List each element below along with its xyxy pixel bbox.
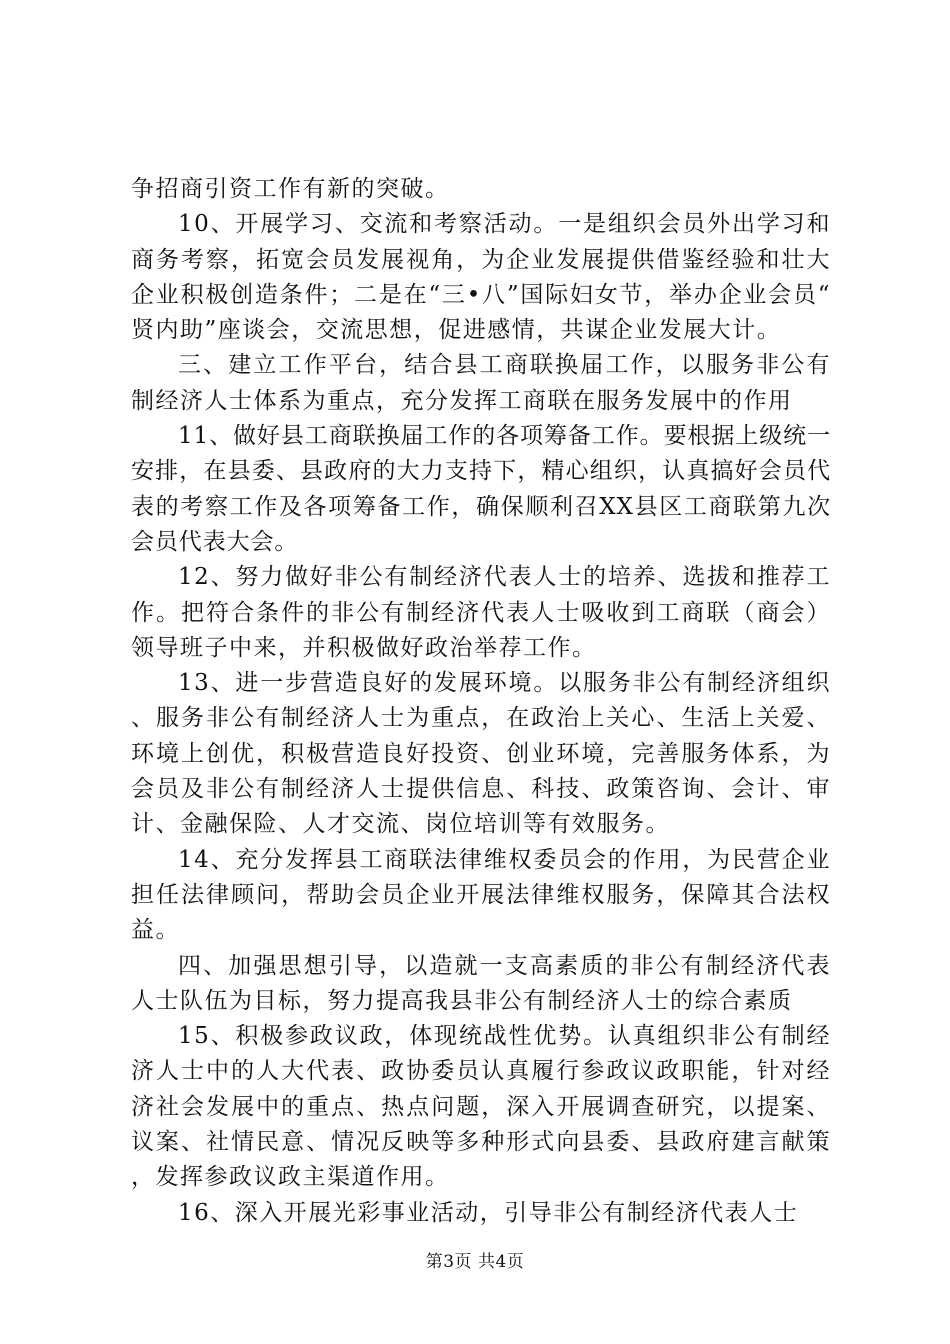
paragraph-item-11: 11、做好县工商联换届工作的各项筹备工作。要根据上级统一安排，在县委、县政府的大力支持下，精心组织，认真搞好会员代表的考察工作及各项筹备工作，确保顺利召XX县区工商联第九次会员代表大会。: [131, 423, 831, 555]
paragraph-item-15: 15、积极参政议政，体现统战性优势。认真组织非公有制经济人士中的人大代表、政协委员认真履行参政议政职能，针对经济社会发展中的重点、热点问题，深入开展调查研究，以提案、议案、社情民意、情况反映等多种形式向县委、县政府建言献策，发挥参政议政主渠道作用。: [131, 1023, 831, 1191]
paragraph-item-10: 10、开展学习、交流和考察活动。一是组织会员外出学习和商务考察，拓宽会员发展视角，为企业发展提供借鉴经验和壮大企业积极创造条件；二是在“三•八”国际妇女节，举办企业会员“贤内助”座谈会，交流思想，促进感情，共谋企业发展大计。: [131, 211, 831, 344]
page-number-footer: 第3页 共4页: [425, 1252, 525, 1272]
section-heading-3: 三、建立工作平台，结合县工商联换届工作，以服务非公有制经济人士体系为重点，充分发挥工商联在服务发展中的作用: [131, 352, 831, 414]
paragraph-item-16: 16、深入开展光彩事业活动，引导非公有制经济代表人士: [178, 1199, 799, 1226]
paragraph-item-12: 12、努力做好非公有制经济代表人士的培养、选拔和推荐工作。把符合条件的非公有制经济代表人士吸收到工商联（商会）领导班子中来，并积极做好政治举荐工作。: [131, 564, 831, 661]
paragraph-item-14: 14、充分发挥县工商联法律维权委员会的作用，为民营企业担任法律顾问，帮助会员企业开展法律维权服务，保障其合法权益。: [131, 846, 831, 944]
section-heading-4: 四、加强思想引导，以造就一支高素质的非公有制经济代表人士队伍为目标，努力提高我县非公有制经济人士的综合素质: [131, 952, 831, 1014]
paragraph-item-13: 13、进一步营造良好的发展环境。以服务非公有制经济组织、服务非公有制经济人士为重点，在政治上关心、生活上关爱、环境上创优，积极营造良好投资、创业环境，完善服务体系，为会员及非公有制经济人士提供信息、科技、政策咨询、会计、审计、金融保险、人才交流、岗位培训等有效服务。: [131, 670, 831, 838]
paragraph-continuation: 争招商引资工作有新的突破。: [131, 176, 450, 202]
document-body: [131, 172, 831, 1231]
